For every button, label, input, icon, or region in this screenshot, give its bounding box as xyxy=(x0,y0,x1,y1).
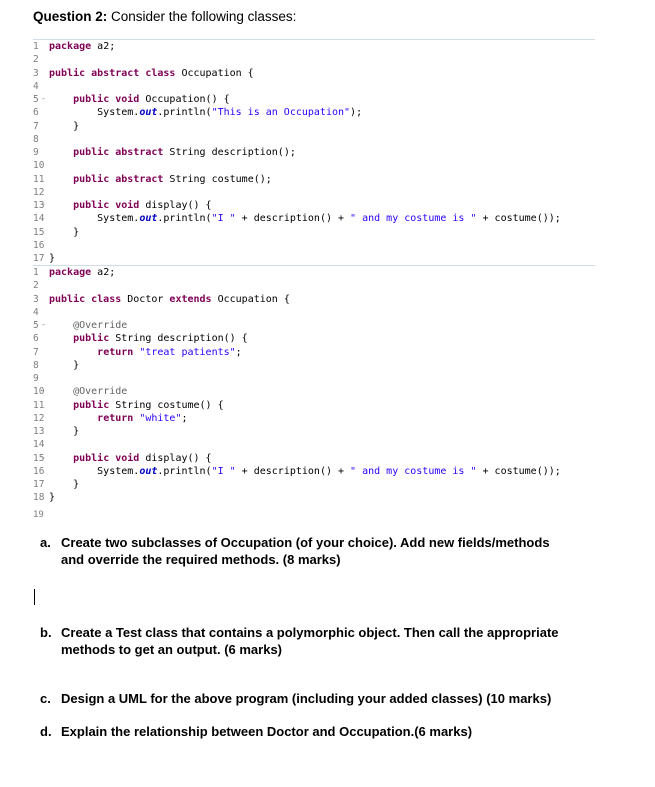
code-token xyxy=(49,320,73,331)
code-line xyxy=(33,319,595,332)
code-text xyxy=(49,319,127,332)
code-token: return xyxy=(97,412,134,424)
question-heading xyxy=(33,9,296,24)
code-line xyxy=(33,186,595,199)
code-token: Occupation { xyxy=(175,67,254,79)
code-token xyxy=(49,453,73,464)
code-token: package xyxy=(49,41,92,52)
code-token: } xyxy=(49,479,80,490)
code-line xyxy=(33,491,595,504)
code-text xyxy=(49,173,272,186)
line-number: 13 xyxy=(33,426,45,437)
line-number: 12 xyxy=(33,412,45,424)
code-line xyxy=(33,226,595,239)
code-token: " and my costume is " xyxy=(350,213,477,225)
code-line xyxy=(33,279,595,292)
code-line xyxy=(33,239,595,252)
code-token xyxy=(49,347,97,358)
line-number: 2 xyxy=(33,280,39,292)
code-line xyxy=(33,53,595,66)
question-number: Question 2: xyxy=(33,9,108,24)
code-line xyxy=(33,159,595,172)
code-token: public abstract xyxy=(73,173,164,185)
code-text xyxy=(49,399,224,412)
question-a xyxy=(40,534,550,567)
code-token: @Override xyxy=(73,386,128,398)
code-token: public xyxy=(73,333,110,345)
line-number: 12 xyxy=(33,186,45,198)
code-token: .println( xyxy=(157,213,212,225)
code-line xyxy=(33,293,595,306)
line-number: 6 xyxy=(33,333,39,345)
code-line xyxy=(33,452,595,465)
code-text xyxy=(49,346,242,359)
code-token xyxy=(49,333,73,344)
line-number: 6 xyxy=(33,107,39,119)
code-token: System. xyxy=(49,213,140,225)
code-line xyxy=(33,332,595,345)
code-token: String description(); xyxy=(163,147,296,158)
code-token xyxy=(49,94,73,105)
code-token: Doctor xyxy=(121,293,170,305)
code-line xyxy=(33,173,595,186)
line-number: 4 xyxy=(33,80,39,92)
question-d-text: Explain the relationship between Doctor and Occupation.(6 marks) xyxy=(61,724,473,739)
line-number: 8 xyxy=(33,133,39,145)
code-token: ); xyxy=(350,107,363,119)
code-token: public void xyxy=(73,452,140,464)
code-token: "white" xyxy=(139,412,182,424)
line-number: 15 xyxy=(33,226,45,238)
question-intro: Consider the following classes: xyxy=(107,9,297,24)
code-text xyxy=(49,266,115,279)
code-token: out xyxy=(139,213,158,225)
code-token: String costume(); xyxy=(163,173,272,185)
code-token: .println( xyxy=(157,465,212,477)
question-d-label: d. xyxy=(40,724,52,739)
code-token: display() { xyxy=(139,200,212,211)
code-text xyxy=(49,252,55,265)
code-text xyxy=(49,106,362,119)
code-token: ; xyxy=(181,412,188,424)
code-line xyxy=(33,133,595,146)
code-token: @Override xyxy=(73,320,128,331)
line-number: 11 xyxy=(33,173,45,185)
line-number: 16 xyxy=(33,465,45,477)
code-token: } xyxy=(49,253,56,264)
code-token xyxy=(49,386,73,397)
line-number: 2 xyxy=(33,54,39,66)
line-number: 11 xyxy=(33,399,45,411)
code-line xyxy=(33,385,595,398)
code-token: public class xyxy=(49,293,122,305)
code-token xyxy=(49,147,73,158)
code-token: out xyxy=(139,465,158,477)
code-line xyxy=(33,306,595,319)
code-token: + costume()); xyxy=(476,465,561,477)
code-text xyxy=(49,120,79,133)
cut-line-number: 19 xyxy=(33,510,44,520)
code-token: ; xyxy=(235,346,242,358)
code-text xyxy=(49,93,230,106)
line-number[interactable]: 13 - xyxy=(33,199,45,212)
code-token: } xyxy=(49,226,80,238)
question-c xyxy=(40,690,552,707)
line-number[interactable]: 5 - xyxy=(33,93,45,106)
code-line xyxy=(33,212,595,225)
question-c-text: Design a UML for the above program (including your added classes) (10 marks) xyxy=(61,691,552,706)
code-token: public abstract class xyxy=(49,67,176,79)
line-number: 1 xyxy=(33,267,39,278)
line-number: 4 xyxy=(33,306,39,318)
code-text xyxy=(49,491,55,504)
code-token: public void xyxy=(73,94,140,105)
code-token: Occupation { xyxy=(211,293,290,305)
code-token: "I " xyxy=(211,465,236,477)
code-token xyxy=(49,200,73,211)
code-line xyxy=(33,80,595,93)
line-number: 17 xyxy=(33,253,45,264)
code-line xyxy=(33,399,595,412)
code-text xyxy=(49,452,212,465)
line-number: 3 xyxy=(33,293,39,305)
code-line xyxy=(33,252,595,265)
code-token xyxy=(49,174,73,185)
code-token: } xyxy=(49,426,80,437)
code-token: } xyxy=(49,492,56,504)
code-token: + description() + xyxy=(235,213,351,225)
code-token xyxy=(49,413,97,424)
line-number: 7 xyxy=(33,346,39,358)
code-token: } xyxy=(49,120,80,132)
code-token: public xyxy=(73,399,110,411)
code-line xyxy=(33,438,595,451)
code-token: " and my costume is " xyxy=(350,465,477,477)
line-number: 9 xyxy=(33,147,39,158)
code-line xyxy=(33,266,595,279)
question-c-label: c. xyxy=(40,691,51,706)
line-number: 10 xyxy=(33,160,45,172)
code-text xyxy=(49,226,79,239)
question-b xyxy=(40,624,559,657)
code-line xyxy=(33,465,595,478)
line-number: 8 xyxy=(33,359,39,371)
text-cursor xyxy=(34,589,35,605)
code-line xyxy=(33,199,595,212)
code-token: a2; xyxy=(91,41,116,52)
code-text xyxy=(49,146,296,159)
code-token: System. xyxy=(49,107,140,119)
question-a-text: Create two subclasses of Occupation (of your choice). Add new fields/methods and override the required methods. (8 marks) xyxy=(61,535,550,567)
code-token: "treat patients" xyxy=(139,346,236,358)
code-text xyxy=(49,212,561,225)
code-text xyxy=(49,385,127,398)
line-number: 18 xyxy=(33,492,45,504)
code-token: } xyxy=(49,359,80,371)
code-token: display() { xyxy=(139,452,212,464)
doctor-code-block xyxy=(33,265,595,505)
code-token: System. xyxy=(49,465,140,477)
code-line xyxy=(33,67,595,80)
code-text xyxy=(49,199,212,212)
code-line xyxy=(33,478,595,491)
code-token: "This is an Occupation" xyxy=(211,107,351,119)
line-number: 3 xyxy=(33,67,39,79)
code-token: a2; xyxy=(91,267,116,278)
line-number: 16 xyxy=(33,239,45,251)
code-token: public void xyxy=(73,200,140,211)
code-token: out xyxy=(139,107,158,119)
line-number: 14 xyxy=(33,439,45,451)
question-d xyxy=(40,723,473,740)
line-number[interactable]: 10 - xyxy=(33,385,45,398)
code-token: extends xyxy=(169,293,212,305)
code-line xyxy=(33,372,595,385)
code-text xyxy=(49,67,254,80)
question-b-label: b. xyxy=(40,625,52,640)
code-text xyxy=(49,293,290,306)
code-token: Occupation() { xyxy=(139,94,230,105)
code-line xyxy=(33,359,595,372)
code-token xyxy=(49,400,73,411)
code-token: .println( xyxy=(157,107,212,119)
code-line xyxy=(33,106,595,119)
question-b-text: Create a Test class that contains a polymorphic object. Then call the appropriate methods to get an output. (6 marks) xyxy=(61,625,559,657)
code-text xyxy=(49,40,115,53)
code-token: return xyxy=(97,346,134,358)
line-number: 9 xyxy=(33,373,39,384)
line-number: 17 xyxy=(33,479,45,490)
code-line xyxy=(33,412,595,425)
code-text xyxy=(49,412,188,425)
line-number: 7 xyxy=(33,120,39,132)
code-token: String costume() { xyxy=(109,399,224,411)
code-text xyxy=(49,359,79,372)
line-number: 1 xyxy=(33,41,39,52)
code-line xyxy=(33,40,595,53)
line-number[interactable]: 15 - xyxy=(33,452,45,465)
line-number[interactable]: 5 - xyxy=(33,319,45,332)
code-line xyxy=(33,425,595,438)
occupation-code-block xyxy=(33,39,595,265)
question-a-label: a. xyxy=(40,535,51,550)
code-token: package xyxy=(49,267,92,278)
code-line xyxy=(33,346,595,359)
code-text xyxy=(49,332,248,345)
code-line xyxy=(33,146,595,159)
code-line xyxy=(33,93,595,106)
code-text xyxy=(49,465,561,478)
code-token: "I " xyxy=(211,213,236,225)
line-number: 14 xyxy=(33,213,45,225)
code-token: + description() + xyxy=(235,465,351,477)
code-text xyxy=(49,425,79,438)
code-token: + costume()); xyxy=(476,213,561,225)
code-line xyxy=(33,120,595,133)
code-token: public abstract xyxy=(73,147,164,158)
code-text xyxy=(49,478,79,491)
code-token: String description() { xyxy=(109,333,248,345)
